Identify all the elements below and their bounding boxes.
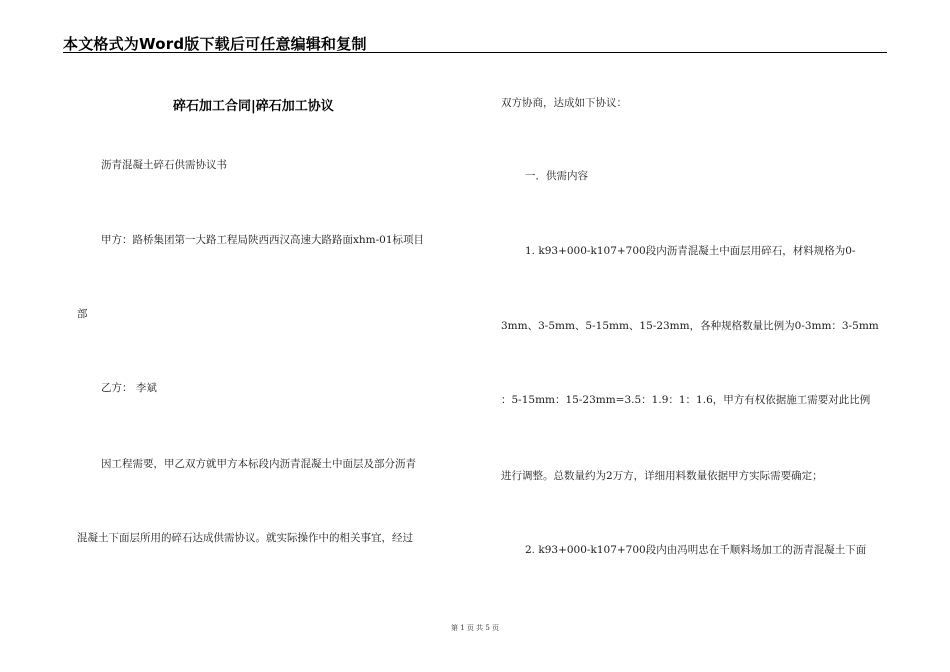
header-divider	[63, 52, 887, 53]
left-line-4: 乙方： 李斌	[101, 382, 157, 394]
right-line-1: 双方协商，达成如下协议：	[501, 97, 627, 109]
left-line-3: 部	[77, 308, 88, 320]
page-number: 第 1 页 共 5 页	[450, 624, 500, 632]
right-line-2: 一．供需内容	[525, 170, 588, 182]
right-line-4: 3mm、3-5mm、5-15mm、15-23mm，各种规格数量比例为0-3mm：3-5mm	[501, 320, 879, 332]
header-title: 本文格式为Word版下载后可任意编辑和复制	[63, 35, 367, 53]
right-line-5: ：5-15mm：15-23mm=3.5：1.9：1：1.6，甲方有权依据施工需要对此比例	[501, 394, 871, 406]
left-line-1: 沥青混凝土碎石供需协议书	[101, 159, 227, 171]
left-line-2: 甲方：路桥集团第一大路工程局陕西西汉高速大路路面xhm-01标项目	[101, 234, 425, 246]
document-title: 碎石加工合同|碎石加工协议	[173, 99, 334, 114]
right-line-7: 2. k93+000-k107+700段内由冯明忠在千顺料场加工的沥青混凝土下面	[525, 544, 867, 556]
right-line-6: 进行调整。总数量约为2万方，详细用料数量依据甲方实际需要确定；	[501, 470, 823, 482]
left-line-5: 因工程需要，甲乙双方就甲方本标段内沥青混凝土中面层及部分沥青	[101, 458, 416, 470]
left-line-6: 混凝土下面层所用的碎石达成供需协议。就实际操作中的相关事宜，经过	[77, 532, 413, 544]
right-line-3: 1. k93+000-k107+700段内沥青混凝土中面层用碎石，材料规格为0-	[525, 245, 856, 257]
